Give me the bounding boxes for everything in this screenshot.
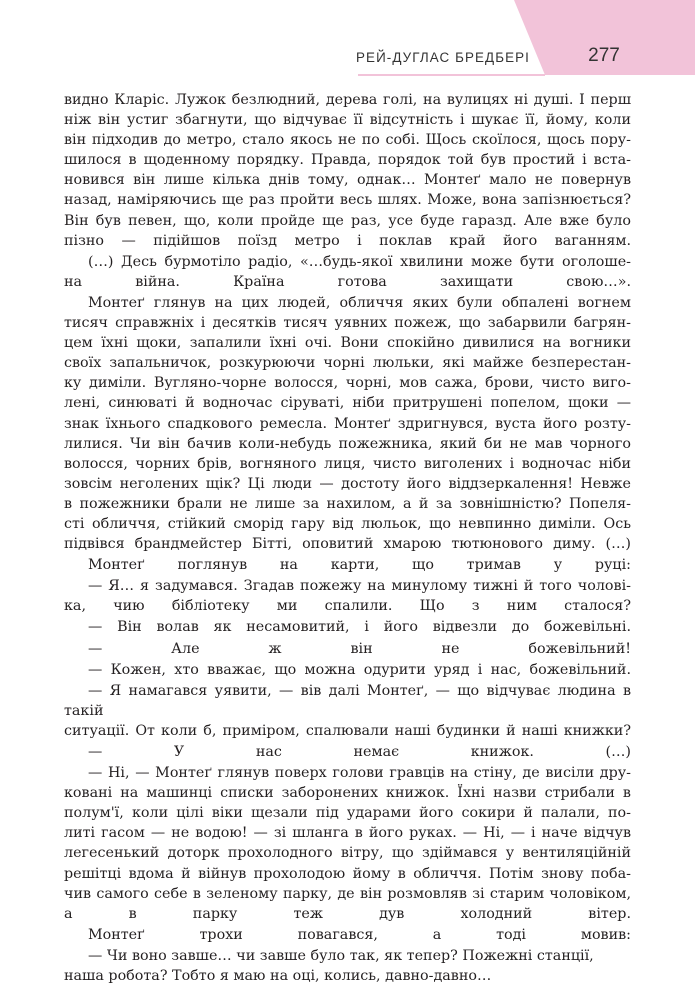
paragraph [64,660,631,680]
text-line: — Кожен, хто вважає, що можна одурити уряд і нас, божевільний. [88,661,631,678]
text-line: чив самого себе в зеленому парку, де він розмовляв зі старим чоловіком, [64,885,631,902]
text-line: — Він волав як несамовитий, і його відвезли до божевільні. [88,619,631,636]
body-text [64,90,631,987]
paragraph [64,763,631,924]
paragraph [64,555,631,575]
running-head: РЕЙ-ДУГЛАС БРЕДБЕРІ [356,50,530,65]
text-line: легесенький доторк прохолодного вітру, що здіймався у вентиляційній [64,845,631,862]
text-line: пізно — підійшов поїзд метро і поклав край його ваганням. [64,232,631,249]
text-line: Монтеґ трохи повагався, а тоді мовив: [88,926,631,943]
text-line: Монтеґ глянув на цих людей, обличчя яких були обпалені вогнем [88,294,631,311]
text-line: цем їхні щоки, запалили їхні очі. Вони спокійно дивилися на вогники [64,335,631,352]
paragraph [64,925,631,945]
page-number: 277 [588,45,620,66]
paragraph [64,252,631,292]
text-line: новився він лише кілька днів тому, однак… Монтеґ мало не повернув [64,172,631,189]
text-line: — У нас немає книжок. (…) [88,744,631,760]
text-line: решітці вдома й війнув прохолодою йому в обличчя. Потім знову поба- [64,865,631,882]
text-line: наша робота? Тобто я маю на оці, колись, давно-давно… [64,968,492,985]
header-band [0,0,695,88]
text-line: ніж він устиг збагнути, що відчуває її відсутність і шукає її, йому, коли [64,112,631,129]
paragraph [64,639,631,659]
text-line: литі гасом — не водою! — зі шланга в його руках. — Ні, — і наче відчув [64,825,631,842]
text-line: ку диміли. Вугляно-чорне волосся, чорні, мов сажа, брови, чисто виго- [64,375,631,392]
text-line: на війна. Країна готова захищати свою…». [64,273,631,290]
text-line: — Ні, — Монтеґ глянув поверх голови гравців на стіну, де висіли дру- [88,765,631,782]
text-line: ковані на машинці списки заборонених книжок. Їхні назви стрибали в [64,785,631,802]
text-line: ситуації. От коли б, приміром, спалювали наші будинки й наші книжки? [64,722,631,739]
text-line: Він був певен, що, коли пройде ще раз, усе буде гаразд. Але вже було [64,212,631,229]
paragraph [64,617,631,637]
text-line: він підходив до метро, стало якось не по собі. Щось скоїлося, щось пору- [64,132,631,149]
text-line: а в парку теж дув холодний вітер. [64,905,631,922]
text-line: підвівся брандмейстер Бітті, оповитий хмарою тютюнового диму. (…) [64,536,631,553]
text-line: — Чи воно завше… чи завше було так, як тепер? Пожежні станції, [88,947,594,964]
paragraph [64,742,631,762]
text-line: ка, чию бібліотеку ми спалили. Що з ним сталося? [64,598,631,615]
text-line: Монтеґ поглянув на карти, що тримав у руці: [88,557,631,574]
text-line: шилося в щоденному порядку. Правда, порядок той був простий і вста- [64,152,631,169]
text-line: волосся, чорних брів, вогняного лиця, чисто виголених і водночас ніби [64,455,631,472]
header-decoration [0,0,695,88]
text-line: назад, наміряючись ще раз пройти весь шлях. Може, вона запізнюється? [64,192,631,209]
paragraph [64,293,631,554]
text-line: видно Кларіс. Лужок безлюдний, дерева голі, на вулицях ні душі. І перш [64,92,631,108]
text-line: лилися. Чи він бачив коли-небудь пожежника, який би не мав чорного [64,435,631,452]
text-line: своїх запальничок, розкурюючи чорні люльки, які майже безперестан- [64,355,631,372]
text-line: зовсім неголених щік? Ці люди — достоту його віддзеркалення! Невже [64,475,631,492]
text-line: полум'ї, коли цілі віки щезали під ударами його сокири й палали, по- [64,805,631,822]
text-line: знак їхнього спадкового ремесла. Монтеґ здригнувся, вуста його розту- [64,415,631,432]
text-line: в пожежники брали не лише за нахилом, а й за зовнішністю? Попеля- [64,495,631,512]
text-line: — Я намагався уявити, — вів далі Монтеґ, — що відчуває людина в такій [64,682,631,719]
text-line: лені, синюваті й водночас сіруваті, ніби притрушені попелом, щоки — [64,395,631,412]
text-line: (…) Десь бурмотіло радіо, «…будь-якої хвилини може бути оголоше- [88,253,631,270]
paragraph [64,576,631,616]
text-line: тисяч справжніх і десятків тисяч уявних пожеж, що забарвили багрян- [64,315,631,332]
text-line: — Я… я задумався. Згадав пожежу на минулому тижні й того чолові- [88,578,631,595]
paragraph [64,946,631,986]
text-line: сті обличчя, стійкий сморід гару від люльок, що невпинно диміли. Ось [64,515,631,532]
text-line: — Але ж він не божевільний! [88,640,631,657]
paragraph [64,681,631,741]
paragraph [64,90,631,251]
